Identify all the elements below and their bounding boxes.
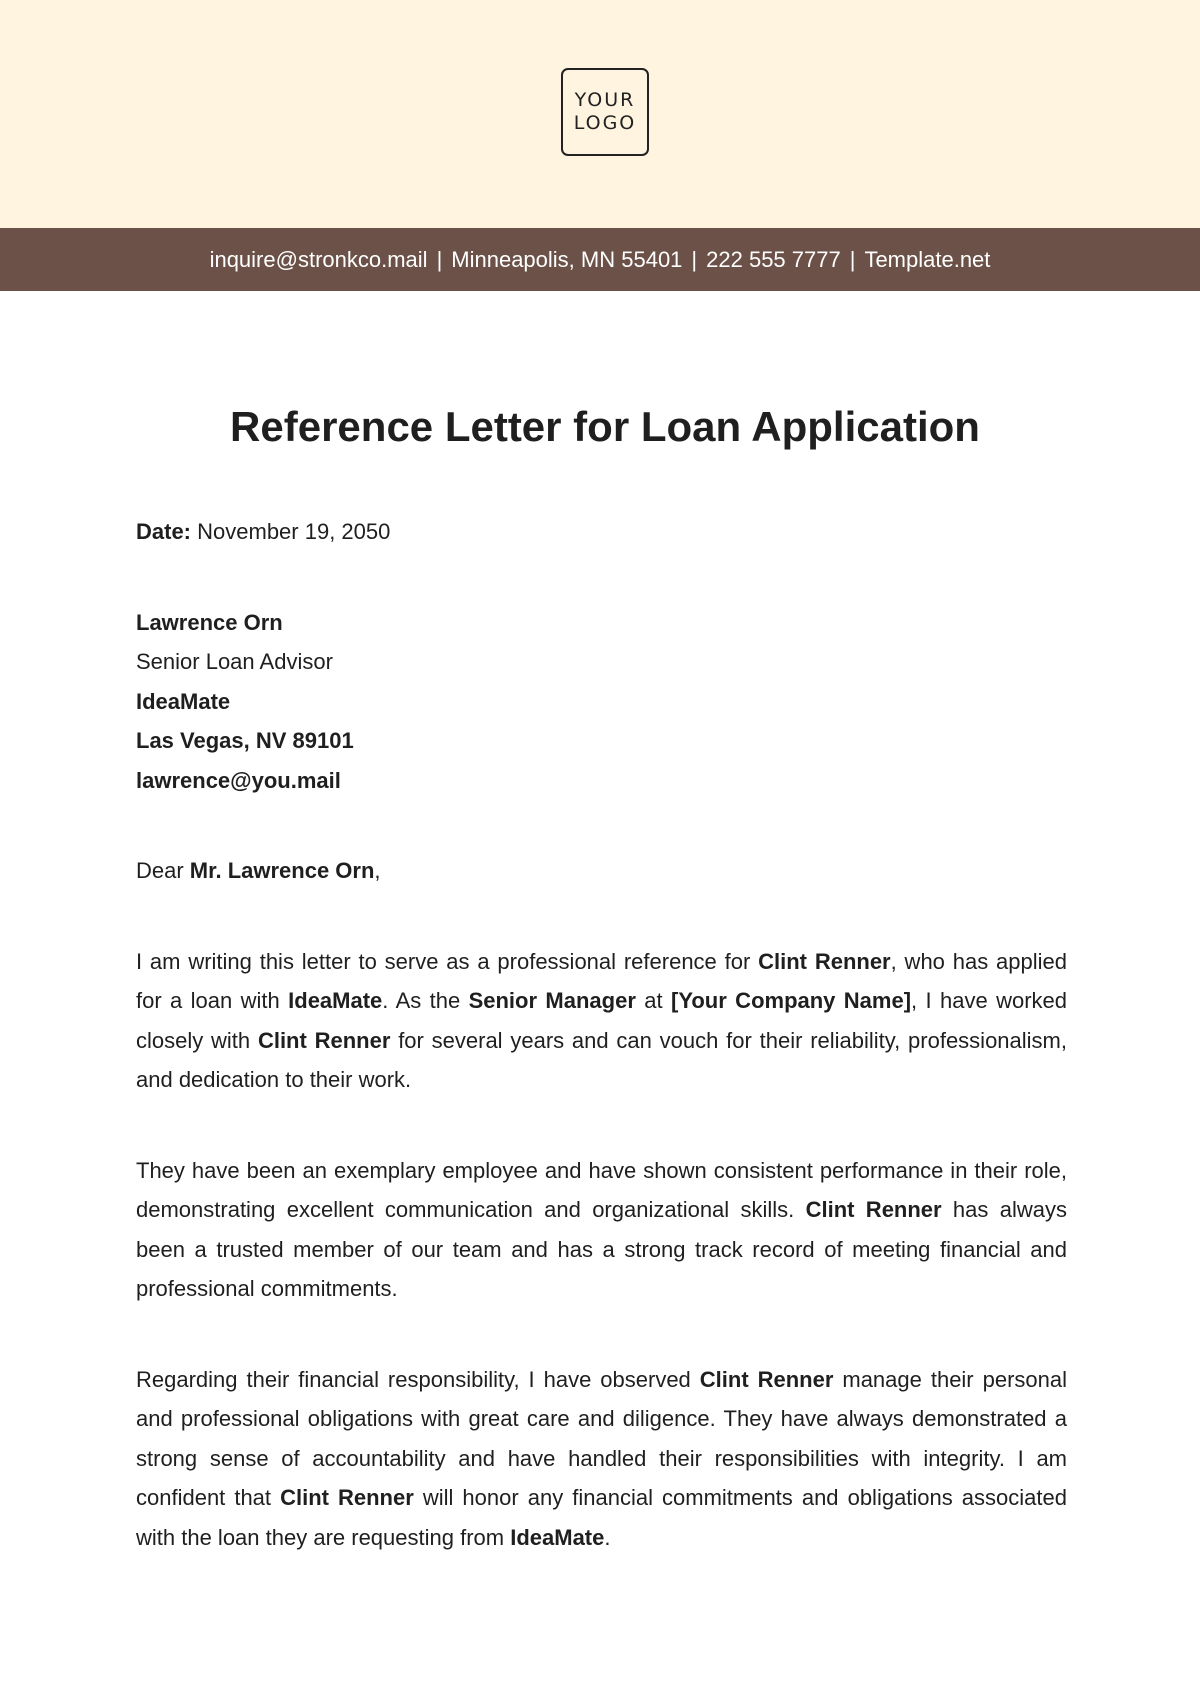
paragraph-text: . xyxy=(604,1524,611,1550)
recipient-position: Senior Loan Advisor xyxy=(136,649,333,675)
paragraph-text: , I have worked closely with xyxy=(136,988,1068,1053)
paragraph-text: at xyxy=(635,988,671,1014)
paragraph-text: will honor any financial commitments and obligations associated with the loan they are requesting from xyxy=(136,1485,1067,1550)
company-logo xyxy=(561,68,649,156)
header-band xyxy=(0,0,1200,228)
contact-separator: | xyxy=(691,246,698,272)
date-value: November 19, 2050 xyxy=(197,519,391,544)
paragraph-text: manage their personal and professional obligations with great care and diligence. They have always demonstrated a strong sense of accountability and have handled their responsibilities with integrity. I am confident that xyxy=(136,1367,1067,1511)
recipient-address: Las Vegas, NV 89101 xyxy=(136,728,354,754)
letter-title: Reference Letter for Loan Application xyxy=(230,403,980,450)
body-paragraph-2 xyxy=(136,1151,1067,1309)
salutation xyxy=(136,851,1067,890)
contact-location: Minneapolis, MN 55401 xyxy=(451,246,683,272)
contact-separator: | xyxy=(849,246,856,272)
logo-text-line1: YOUR xyxy=(574,89,636,111)
salutation-suffix: , xyxy=(374,858,381,883)
contact-website: Template.net xyxy=(864,246,991,272)
salutation-name: Mr. Lawrence Orn xyxy=(189,858,375,883)
contact-bar xyxy=(0,228,1200,291)
recipient-email: lawrence@you.mail xyxy=(136,767,341,793)
paragraph-text: has always been a trusted member of our team and has a strong track record of meeting financial and professional commitments. xyxy=(136,1197,1067,1302)
applicant-name: Clint Renner xyxy=(280,1485,414,1511)
date-line xyxy=(136,512,1067,551)
company-placeholder: [Your Company Name] xyxy=(671,988,912,1014)
applicant-name: Clint Renner xyxy=(758,949,891,974)
lender-name: IdeaMate xyxy=(288,988,383,1014)
body-paragraph-3 xyxy=(136,1360,1067,1557)
paragraph-text: I am writing this letter to serve as a professional reference for xyxy=(136,949,759,974)
logo-text-line2: LOGO xyxy=(573,112,637,134)
applicant-name: Clint Renner xyxy=(805,1197,942,1223)
recipient-company: IdeaMate xyxy=(136,688,231,714)
body-paragraph-1 xyxy=(136,942,1067,1100)
paragraph-text: . As the xyxy=(382,988,469,1014)
paragraph-text: , who has applied for a loan with xyxy=(136,949,1067,1014)
paragraph-text: Regarding their financial responsibility, I have observed xyxy=(136,1367,700,1392)
applicant-name: Clint Renner xyxy=(699,1367,834,1392)
paragraph-text: for several years and can vouch for their reliability, professionalism, and dedication to their work. xyxy=(136,1027,1067,1093)
paragraph-text: They have been an exemplary employee and have shown consistent performance in their role, demonstrating excellent communication and organizational skills. xyxy=(136,1158,1067,1223)
contact-email: inquire@stronkco.mail xyxy=(209,246,428,272)
recipient-block xyxy=(136,603,1067,800)
applicant-name: Clint Renner xyxy=(257,1027,391,1053)
referee-role: Senior Manager xyxy=(468,988,636,1014)
contact-phone: 222 555 7777 xyxy=(706,246,841,272)
recipient-name: Lawrence Orn xyxy=(136,610,283,635)
date-label: Date: xyxy=(136,519,192,544)
contact-separator: | xyxy=(436,246,443,272)
salutation-prefix: Dear xyxy=(136,858,190,883)
lender-name: IdeaMate xyxy=(510,1524,605,1550)
